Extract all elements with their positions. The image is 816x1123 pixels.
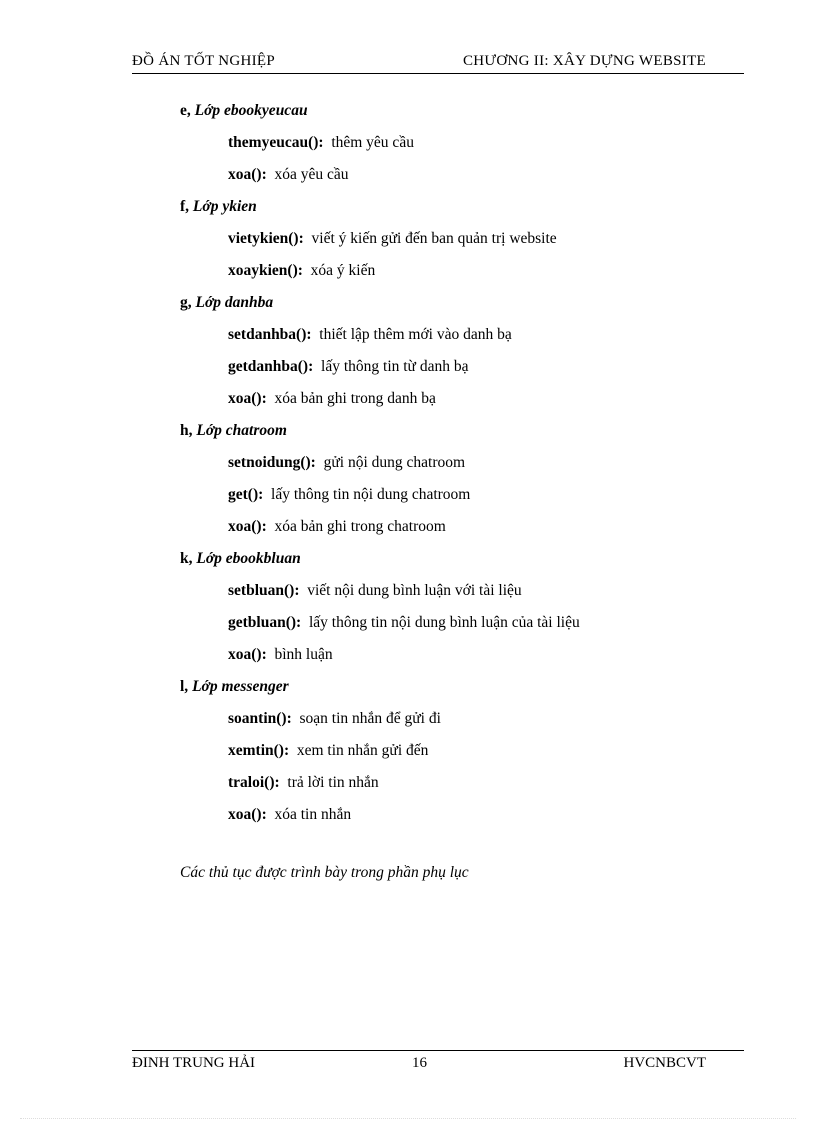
section-class-name: Lớp messenger	[192, 678, 289, 695]
section-title	[180, 292, 700, 324]
method-name: xoa():	[228, 806, 267, 823]
method-description: bình luận	[274, 646, 333, 663]
page-number: 16	[412, 1055, 427, 1071]
method-item	[228, 484, 700, 516]
method-description: xóa ý kiến	[310, 262, 376, 279]
section-letter: g,	[180, 294, 192, 311]
method-name: setbluan():	[228, 582, 300, 599]
method-name: themyeucau():	[228, 134, 324, 151]
method-item	[228, 740, 700, 772]
section-letter: h,	[180, 422, 193, 439]
page-footer	[132, 1050, 744, 1075]
method-name: xoaykien():	[228, 262, 303, 279]
method-name: xoa():	[228, 390, 267, 407]
section-title	[180, 196, 700, 228]
section-title	[180, 100, 700, 132]
method-name: get():	[228, 486, 264, 503]
section-letter: e,	[180, 102, 191, 119]
header-title-left: ĐỒ ÁN TỐT NGHIỆP	[132, 53, 275, 69]
method-description: soạn tin nhắn để gửi đi	[299, 710, 441, 727]
method-name: xoa():	[228, 646, 267, 663]
method-name: xoa():	[228, 518, 267, 535]
method-item	[228, 324, 700, 356]
section-letter: f,	[180, 198, 190, 215]
method-description: viết nội dung bình luận với tài liệu	[307, 582, 522, 599]
method-description: lấy thông tin từ danh bạ	[321, 358, 469, 375]
method-item	[228, 580, 700, 612]
method-description: trả lời tin nhắn	[287, 774, 379, 791]
page-bottom-edge	[20, 1118, 796, 1119]
header-title-right: CHƯƠNG II: XÂY DỰNG WEBSITE	[462, 53, 706, 69]
method-item	[228, 132, 700, 164]
method-name: getbluan():	[228, 614, 302, 631]
method-name: vietykien():	[228, 230, 304, 247]
method-description: xóa tin nhắn	[274, 806, 352, 823]
method-name: xemtin():	[228, 742, 290, 759]
method-description: xóa bản ghi trong danh bạ	[274, 390, 436, 407]
method-description: xem tin nhắn gửi đến	[296, 742, 429, 759]
section-title	[180, 548, 700, 580]
method-name: soantin():	[228, 710, 292, 727]
method-item	[228, 772, 700, 804]
footer-author: ĐINH TRUNG HẢI	[132, 1055, 256, 1071]
method-item	[228, 388, 700, 420]
section-class-name: Lớp ykien	[192, 198, 257, 215]
section-class-name: Lớp ebookyeucau	[194, 102, 308, 119]
method-description: xóa bản ghi trong chatroom	[274, 518, 446, 535]
section-letter: k,	[180, 550, 193, 567]
section-letter: l,	[180, 678, 189, 695]
method-item	[228, 612, 700, 644]
method-item	[228, 644, 700, 676]
method-item	[228, 804, 700, 836]
method-description: gửi nội dung chatroom	[323, 454, 466, 471]
method-item	[228, 516, 700, 548]
section-class-name: Lớp danhba	[195, 294, 274, 311]
method-name: setnoidung():	[228, 454, 316, 471]
method-item	[228, 164, 700, 196]
method-item	[228, 356, 700, 388]
method-description: viết ý kiến gửi đến ban quản trị website	[311, 230, 557, 247]
method-item	[228, 452, 700, 484]
section-class-name: Lớp chatroom	[196, 422, 287, 439]
appendix-note: Các thủ tục được trình bày trong phần phụ lục	[180, 864, 469, 881]
method-item	[228, 708, 700, 740]
page-header	[132, 53, 744, 74]
method-description: lấy thông tin nội dung chatroom	[271, 486, 471, 503]
section-title	[180, 676, 700, 708]
method-name: traloi():	[228, 774, 280, 791]
method-item	[228, 260, 700, 292]
method-description: thiết lập thêm mới vào danh bạ	[319, 326, 512, 343]
section-title	[180, 420, 700, 452]
method-description: lấy thông tin nội dung bình luận của tài liệu	[308, 614, 580, 631]
section-class-name: Lớp ebookbluan	[196, 550, 301, 567]
method-item	[228, 228, 700, 260]
method-name: getdanhba():	[228, 358, 314, 375]
method-name: xoa():	[228, 166, 267, 183]
class-method-list	[180, 100, 700, 836]
method-description: thêm yêu cầu	[331, 134, 414, 151]
method-name: setdanhba():	[228, 326, 312, 343]
footer-institution: HVCNBCVT	[623, 1055, 706, 1071]
method-description: xóa yêu cầu	[274, 166, 349, 183]
